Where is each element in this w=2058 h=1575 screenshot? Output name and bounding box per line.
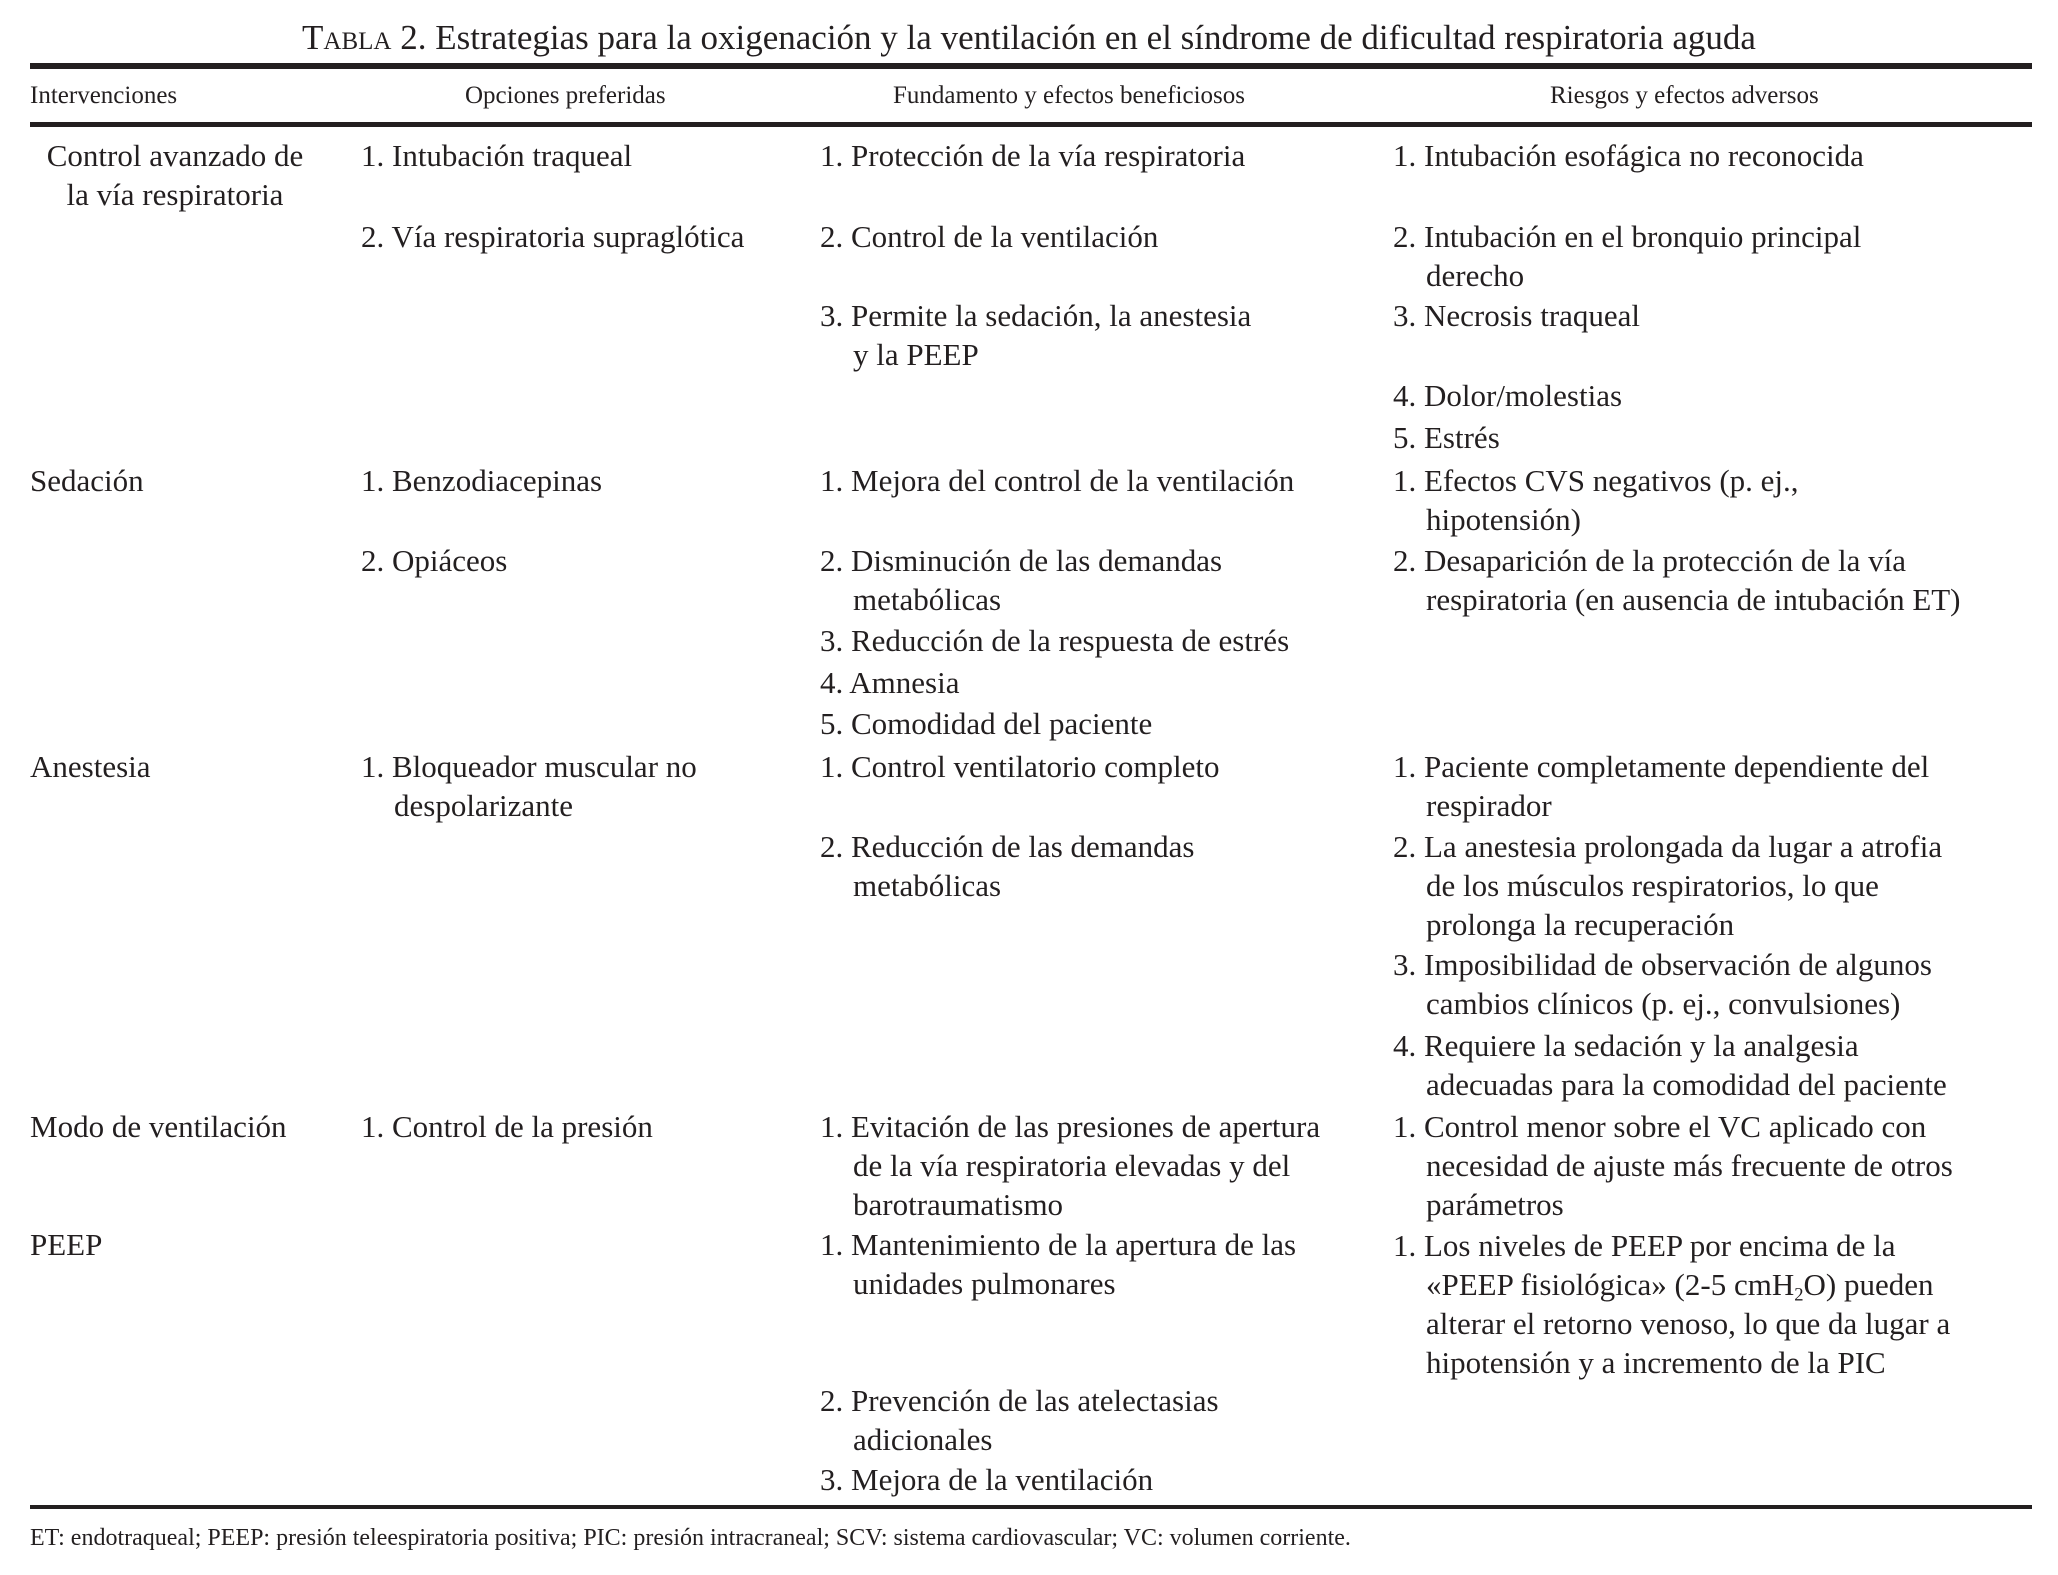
benefit-item [820,1381,1219,1459]
table-title [0,18,2058,58]
intervention-label [30,1225,102,1264]
intervention-label [30,747,151,786]
benefit-item-text: 3. Mejora de la ventilación [820,1462,1154,1497]
benefit-item-text: 1. Evitación de las presiones de apertura de la vía respiratoria elevadas y del barotraumatismo [820,1109,1321,1222]
option-item-text: 2. Opiáceos [361,543,508,578]
benefit-item [820,461,1294,500]
option-item-text: 1. Intubación traqueal [361,138,633,173]
benefit-item [820,704,1152,743]
benefit-item [820,1460,1153,1499]
benefit-item-text: 2. Reducción de las demandas metabólicas [820,829,1195,903]
risk-item [1393,296,1640,335]
risk-item [1393,418,1502,457]
benefit-item-text: 1. Protección de la vía respiratoria [820,138,1246,173]
benefit-item [820,747,1220,786]
benefit-item-text: 2. Disminución de las demandas metabólicas [820,543,1223,617]
benefit-item-text: 3. Reducción de la respuesta de estrés [820,623,1290,658]
option-item-text: 2. Vía respiratoria supraglótica [361,219,745,254]
intervention-label [30,1107,287,1146]
risk-item [1393,376,1624,415]
header-opciones: Opciones preferidas [465,82,666,109]
risk-item [1393,1226,1950,1382]
table-title-prefix: Tabla [302,18,392,57]
header-fundamento: Fundamento y efectos beneficiosos [893,82,1245,109]
risk-text-a: 1. Los niveles de PEEP por encima de la «PEEP fisiológica» (2-5 cmH [1393,1228,1896,1302]
benefit-item-text: 2. Control de la ventilación [820,219,1159,254]
benefit-item [820,217,1158,256]
header-rule [30,122,2032,127]
subscript: 2 [1794,1284,1804,1306]
benefit-item-text: 1. Mantenimiento de la apertura de las unidades pulmonares [820,1227,1297,1301]
table-title-text: 2. Estrategias para la oxigenación y la ventilación en el síndrome de dificultad respiratoria aguda [391,18,1756,57]
risk-item [1393,945,1932,1023]
risk-item [1393,461,1799,539]
benefit-item [820,136,1245,175]
risk-item-text: 1. Efectos CVS negativos (p. ej., hipotensión) [1393,463,1799,537]
benefit-item [820,296,1251,374]
risk-item [1393,1026,1947,1104]
risk-item [1393,1107,1953,1224]
risk-item-text: 1. Intubación esofágica no reconocida [1393,138,1864,173]
header-riesgos: Riesgos y efectos adversos [1550,82,1819,109]
benefit-item-text: 4. Amnesia [820,665,960,700]
benefit-item [820,1225,1296,1303]
option-item-text: 1. Bloqueador muscular no despolarizante [361,749,697,823]
option-item-text: 1. Control de la presión [361,1109,653,1144]
benefit-item [820,621,1289,660]
option-item-text: 1. Benzodiacepinas [361,463,603,498]
risk-item-text: 1. Paciente completamente dependiente del respirador [1393,749,1930,823]
risk-item-text: 4. Requiere la sedación y la analgesia adecuadas para la comodidad del paciente [1393,1028,1947,1102]
benefit-item [820,663,963,702]
risk-item [1393,541,1961,619]
risk-item [1393,136,1864,175]
footnote: ET: endotraqueal; PEEP: presión teleespiratoria positiva; PIC: presión intracraneal; SCV: sistema cardiovascular; VC: volumen corriente. [30,1525,1351,1551]
option-item [361,541,509,580]
benefit-item-text: 1. Control ventilatorio completo [820,749,1220,784]
risk-item-text: 3. Imposibilidad de observación de algunos cambios clínicos (p. ej., convulsiones) [1393,947,1932,1021]
intervention-label-text: Sedación [30,463,144,498]
option-item [361,217,744,256]
intervention-label [20,136,330,214]
intervention-label-text: PEEP [30,1227,103,1262]
option-item [361,747,697,825]
option-item [361,136,632,175]
benefit-item-text: 3. Permite la sedación, la anestesia y la PEEP [820,298,1252,372]
risk-item-text: 2. La anestesia prolongada da lugar a atrofia de los músculos respiratorios, lo que prolonga la recuperación [1393,829,1943,942]
bottom-rule [30,1505,2032,1509]
risk-item [1393,217,1861,295]
header-intervenciones: Intervenciones [30,82,178,109]
risk-item-text: 3. Necrosis traqueal [1393,298,1641,333]
risk-item-text: 2. Intubación en el bronquio principal derecho [1393,219,1862,293]
intervention-label-text: Anestesia [30,749,151,784]
risk-item-text: 2. Desaparición de la protección de la vía respiratoria (en ausencia de intubación ET) [1393,543,1961,617]
intervention-label-text: Modo de ventilación [30,1109,287,1144]
risk-item-text: 4. Dolor/molestias [1393,378,1623,413]
benefit-item-text: 2. Prevención de las atelectasias adicionales [820,1383,1219,1457]
benefit-item [820,827,1194,905]
risk-item [1393,747,1929,825]
risk-item-text: 1. Control menor sobre el VC aplicado con necesidad de ajuste más frecuente de otros parámetros [1393,1109,1953,1222]
top-rule [30,63,2032,69]
risk-text-b: O) pueden alterar el retorno venoso, lo que da lugar a hipotensión y a incremento de la PIC [1426,1267,1951,1380]
benefit-item [820,541,1222,619]
intervention-label [30,461,144,500]
risk-item [1393,827,1942,944]
intervention-label-text: Control avanzado de la vía respiratoria [46,138,304,212]
benefit-item-text: 1. Mejora del control de la ventilación [820,463,1295,498]
option-item [361,1107,653,1146]
option-item [361,461,604,500]
risk-item-text: 5. Estrés [1393,420,1500,455]
benefit-item-text: 5. Comodidad del paciente [820,706,1153,741]
benefit-item [820,1107,1320,1224]
